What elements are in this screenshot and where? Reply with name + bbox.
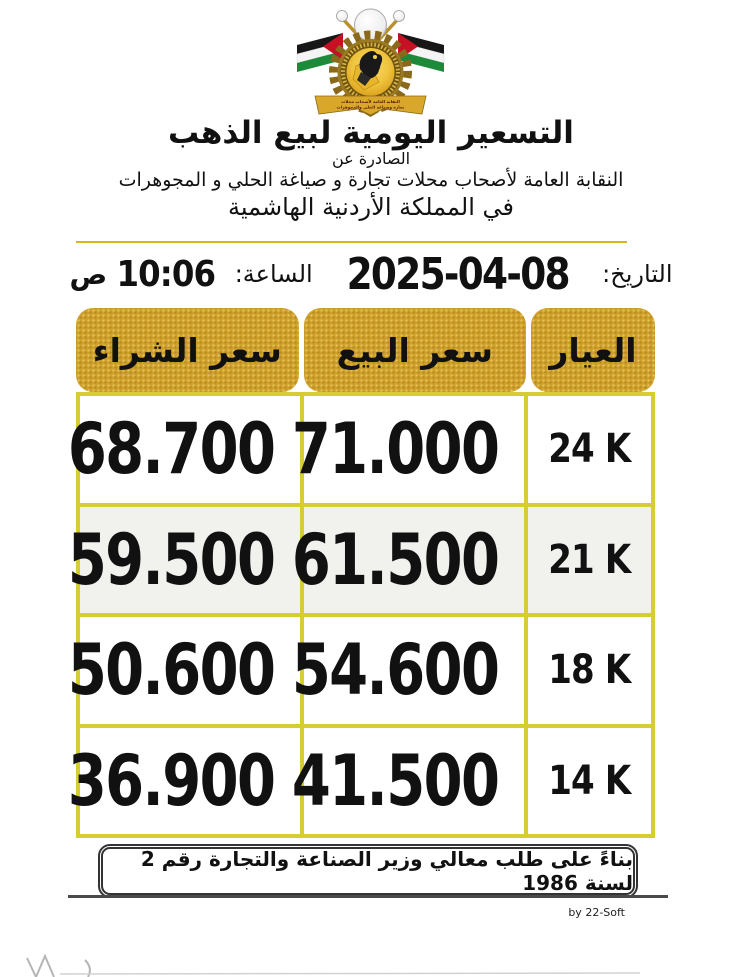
time-label: الساعة: — [234, 260, 313, 288]
scan-artifact-mark — [0, 948, 742, 977]
sell-price-18k: 54.600 — [291, 629, 499, 712]
karat-14k: 14 K — [548, 757, 631, 804]
logo-banner-icon — [315, 96, 426, 117]
date-value: 2025-04-08 — [346, 248, 569, 300]
buy-price-14k: 36.900 — [67, 739, 275, 822]
header-sell-price: سعر البيع — [304, 308, 527, 392]
buy-price-18k: 50.600 — [67, 629, 275, 712]
karat-21k: 21 K — [548, 536, 631, 583]
date-label: التاريخ: — [602, 260, 673, 288]
title-block — [0, 116, 742, 221]
page-title: التسعير اليومية لبيع الذهب — [168, 115, 574, 151]
ministerial-note-box — [98, 844, 638, 898]
karat-18k: 18 K — [548, 647, 631, 694]
time-period-am: ص — [69, 257, 108, 291]
logo-banner-text-1: النقابة العامة لأصحاب محلات — [341, 99, 400, 104]
datetime-row — [40, 247, 702, 301]
sell-price-14k: 41.500 — [291, 739, 499, 822]
logo-banner-text-2: تجارة وصياغة الحلي والمجوهرات — [336, 104, 405, 110]
credit-line — [0, 906, 625, 919]
table-row — [78, 394, 653, 505]
table-row — [78, 615, 653, 726]
organization-name: النقابة العامة لأصحاب محلات تجارة و صياغة الحلي و المجوهرات — [118, 169, 624, 192]
header-buy-price: سعر الشراء — [76, 308, 299, 392]
header-karat: العيار — [531, 308, 655, 392]
time-value: 10:06 — [116, 253, 216, 295]
credit-text: by 22-Soft — [568, 906, 625, 919]
table-header-row — [76, 308, 655, 392]
ministerial-note-text: بناءً على طلب معالي وزير الصناعة والتجارة رقم 2 لسنة 1986 — [140, 847, 633, 895]
gold-price-table — [67, 392, 655, 838]
buy-price-21k: 59.500 — [67, 518, 275, 601]
sell-price-21k: 61.500 — [291, 518, 499, 601]
table-row — [78, 726, 653, 837]
karat-24k: 24 K — [548, 426, 631, 473]
jordan-flag-left-icon — [297, 33, 343, 72]
country-name: في المملكة الأردنية الهاشمية — [227, 192, 515, 221]
footer-divider-line — [68, 895, 668, 898]
issued-by-label: الصادرة عن — [331, 148, 411, 168]
syndicate-emblem-logo — [283, 2, 458, 120]
sell-price-24k: 71.000 — [291, 408, 499, 491]
gold-separator-line — [76, 241, 627, 243]
table-row — [78, 505, 653, 616]
buy-price-24k: 68.700 — [67, 408, 275, 491]
